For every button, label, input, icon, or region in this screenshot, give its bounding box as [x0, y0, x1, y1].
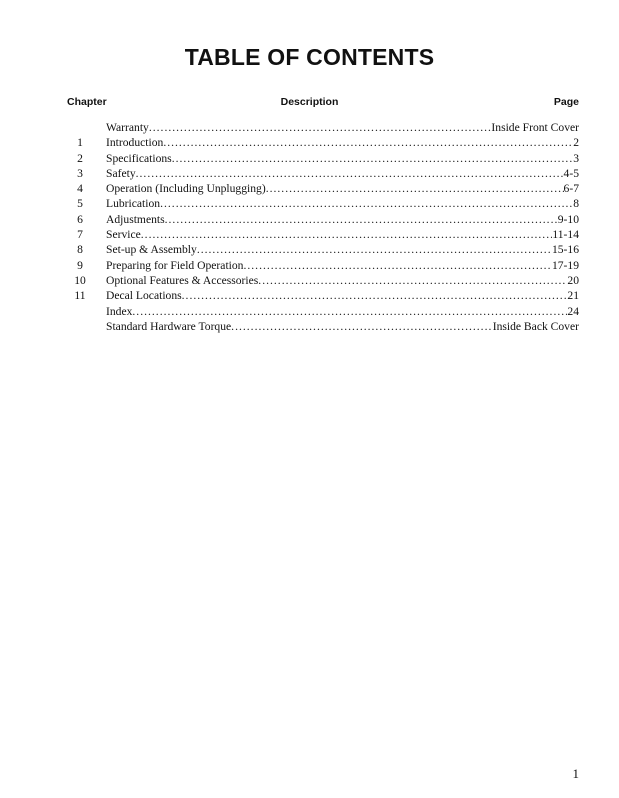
dot-leader — [149, 120, 492, 135]
toc-page-ref: 20 — [567, 273, 579, 287]
toc-row — [0, 120, 619, 135]
toc-page-ref: 15-16 — [551, 243, 579, 257]
dot-leader — [182, 288, 568, 303]
toc-chapter-number: 3 — [77, 166, 83, 180]
toc-row — [0, 196, 619, 211]
dot-leader — [243, 258, 551, 273]
toc-page-ref: 24 — [567, 304, 579, 318]
toc-page-ref: 3 — [573, 151, 579, 165]
dot-leader — [132, 304, 567, 319]
toc-entry-title: Service — [106, 228, 141, 242]
dot-leader — [165, 212, 558, 227]
toc-entry-title: Warranty — [106, 121, 149, 134]
toc-entry-title: Optional Features & Accessories — [106, 273, 259, 287]
page-title: TABLE OF CONTENTS — [184, 44, 435, 70]
toc-chapter-number: 5 — [77, 197, 83, 211]
toc-row — [0, 273, 619, 288]
toc-entry-title: Set-up & Assembly — [106, 243, 197, 257]
toc-entry-title: Lubrication — [106, 197, 161, 211]
toc-page-ref: Inside Back Cover — [492, 319, 579, 333]
toc-chapter-number: 6 — [77, 212, 83, 226]
toc-entry-title: Operation (Including Unplugging) — [106, 182, 266, 196]
toc-chapter-number: 11 — [74, 289, 86, 303]
toc-chapter-number: 8 — [77, 243, 83, 257]
toc-row — [0, 242, 619, 257]
page-number: 1 — [572, 766, 579, 781]
toc-entry-title: Index — [106, 304, 133, 318]
toc-row — [0, 151, 619, 166]
toc-page-ref: 2 — [573, 136, 579, 150]
toc-entry-title: Decal Locations — [106, 289, 182, 303]
page-column-header: Page — [553, 96, 579, 108]
toc-list — [0, 120, 619, 334]
toc-row — [0, 288, 619, 303]
toc-entry-title: Introduction — [106, 136, 164, 150]
description-column-header: Description — [280, 96, 339, 108]
toc-entry-title: Safety — [106, 166, 136, 180]
toc-row — [0, 258, 619, 273]
dot-leader — [266, 181, 564, 196]
toc-chapter-number: 7 — [77, 228, 83, 242]
toc-row — [0, 181, 619, 196]
chapter-column-header: Chapter — [67, 96, 107, 108]
toc-page-ref: 4-5 — [563, 166, 579, 180]
toc-page-ref: 11-14 — [552, 228, 579, 242]
dot-leader — [231, 319, 493, 334]
dot-leader — [136, 166, 564, 181]
dot-leader — [163, 135, 573, 150]
toc-chapter-number: 4 — [77, 182, 83, 196]
dot-leader — [172, 151, 574, 166]
dot-leader — [160, 196, 573, 211]
toc-row — [0, 166, 619, 181]
toc-page-ref: 8 — [573, 197, 579, 211]
toc-page-ref: 9-10 — [557, 212, 579, 226]
toc-page-ref: 6-7 — [563, 182, 579, 196]
toc-row — [0, 212, 619, 227]
dot-leader — [258, 273, 567, 288]
toc-entry-title: Specifications — [106, 151, 172, 165]
toc-row — [0, 135, 619, 150]
dot-leader — [197, 242, 552, 257]
toc-page-ref: 17-19 — [551, 258, 579, 272]
toc-entry-title: Adjustments — [106, 212, 165, 226]
toc-row — [0, 319, 619, 334]
toc-chapter-number: 10 — [74, 273, 86, 287]
toc-page-ref: Inside Front Cover — [491, 121, 579, 134]
toc-entry-title: Standard Hardware Torque — [106, 319, 232, 333]
toc-row — [0, 304, 619, 319]
toc-page-ref: 21 — [567, 289, 579, 303]
toc-chapter-number: 2 — [77, 151, 83, 165]
toc-entry-title: Preparing for Field Operation — [106, 258, 244, 272]
toc-chapter-number: 1 — [77, 136, 83, 150]
dot-leader — [141, 227, 553, 242]
toc-chapter-number: 9 — [77, 258, 83, 272]
toc-row — [0, 227, 619, 242]
